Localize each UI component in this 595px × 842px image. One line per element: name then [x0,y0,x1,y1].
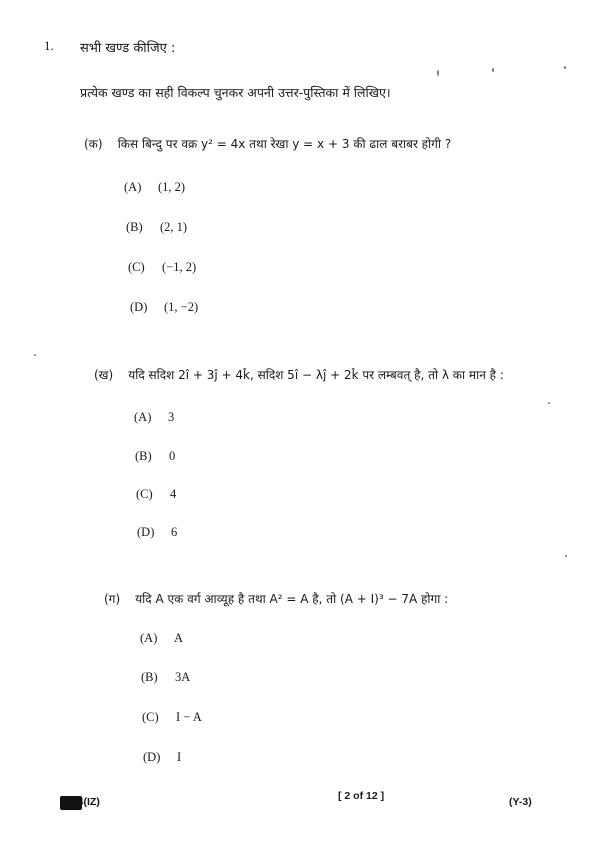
option-label: (B) [126,220,143,234]
option-value: (1, 2) [158,180,186,194]
option-a [124,180,185,195]
option-b [126,220,187,235]
option-label: (A) [134,410,152,424]
set-code: (Y-3) [509,796,532,808]
option-value: 0 [169,449,176,463]
scan-speck [564,66,566,69]
option-value: A [174,631,184,645]
question-instruction: प्रत्येक खण्ड का सही विकल्प चुनकर अपनी उत्तर-पुस्तिका में लिखिए। [80,85,391,100]
option-c [128,260,196,275]
part-text: यदि A एक वर्ग आव्यूह है तथा A² = A है, तो (A + I)³ − 7A होगा : [135,592,449,606]
option-a [134,410,174,425]
option-value: I − A [176,710,202,724]
part-kha [94,364,504,383]
option-label: (A) [124,180,142,194]
option-value: (−1, 2) [162,260,197,274]
scan-speck [565,555,567,557]
option-value: (1, −2) [164,300,199,314]
option-label: (B) [141,670,158,684]
option-c [136,487,176,502]
part-ka [84,133,451,152]
option-label: (C) [128,260,145,274]
option-c [142,710,202,725]
part-text: यदि सदिश 2î + 3ĵ + 4k̂, सदिश 5î − λĵ + 2k̂ पर लम्बवत् है, तो λ का मान है : [128,368,504,382]
option-value: I [177,750,182,764]
page-number: [ 2 of 12 ] [338,790,385,802]
option-label: (B) [135,449,152,463]
option-label: (A) [140,631,158,645]
option-label: (C) [142,710,159,724]
option-d [137,525,177,540]
option-b [141,670,190,685]
scan-speck [492,68,494,72]
option-value: 6 [171,525,178,539]
option-label: (C) [136,487,153,501]
question-heading: सभी खण्ड कीजिए : [80,41,176,56]
option-b [135,449,175,464]
option-value: 4 [170,487,177,501]
option-label: (D) [137,525,155,539]
question-number: 1. [44,38,54,53]
option-value: 3A [175,670,191,684]
part-text: किस बिन्दु पर वक्र y² = 4x तथा रेखा y = x + 3 की ढाल बराबर होगी ? [117,137,452,151]
option-label: (D) [130,300,148,314]
part-ga [104,588,448,607]
option-value: 3 [168,410,175,424]
paper-code: 324(IZ) [66,796,100,808]
option-d [143,750,181,765]
scan-speck [437,70,439,76]
part-label: (ख) [94,368,114,382]
part-label: (ग) [104,592,121,606]
scan-speck [548,402,550,404]
option-value: (2, 1) [160,220,188,234]
option-d [130,300,198,315]
option-a [140,631,183,646]
option-label: (D) [143,750,161,764]
scan-speck [34,354,36,356]
part-label: (क) [84,137,103,151]
